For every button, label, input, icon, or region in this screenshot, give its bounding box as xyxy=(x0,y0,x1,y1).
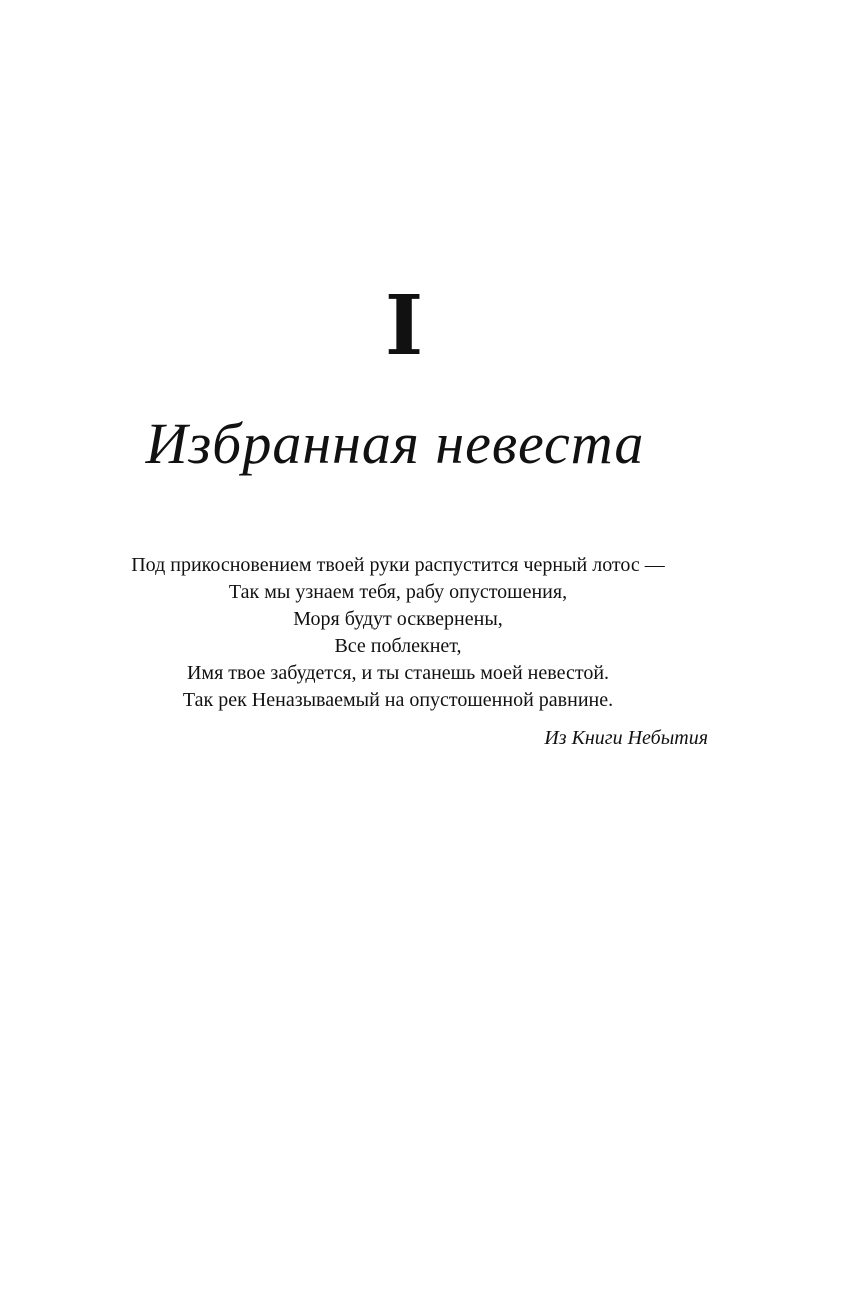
epigraph-line: Все поблекнет, xyxy=(334,635,462,657)
epigraph-line: Так мы узнаем тебя, рабу опустошения, xyxy=(228,581,568,603)
epigraph-line: Под прикосновением твоей руки распустится черный лотос — xyxy=(131,554,665,576)
epigraph xyxy=(0,552,796,714)
epigraph-line: Имя твое забудется, и ты станешь моей невестой. xyxy=(186,662,610,684)
chapter-title: Избранная невеста xyxy=(145,411,645,476)
epigraph-line: Так рек Неназываемый на опустошенной равнине. xyxy=(182,689,614,711)
chapter-number: I xyxy=(384,278,424,374)
epigraph-line: Моря будут осквернены, xyxy=(293,608,503,630)
epigraph-source: Из Книги Небытия xyxy=(544,727,708,749)
